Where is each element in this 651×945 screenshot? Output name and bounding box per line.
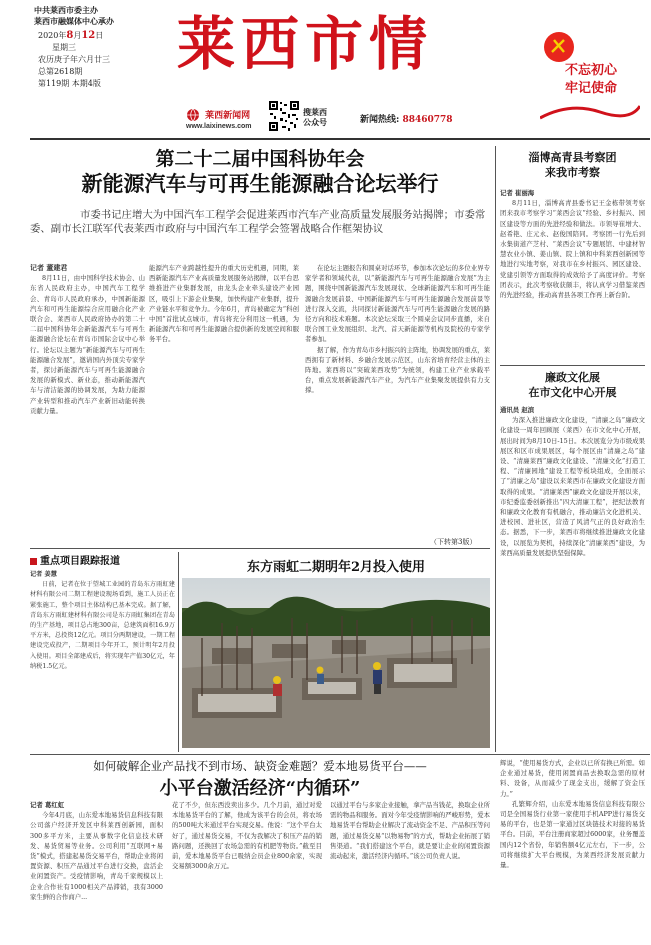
site-logo[interactable]	[186, 104, 252, 130]
site-url[interactable]: www.laixinews.com	[186, 123, 252, 130]
lunar-date: 农历庚子年六月廿三	[38, 55, 110, 64]
slogan-line-2: 牢记使命	[564, 81, 617, 96]
sidebar-divider	[495, 146, 496, 752]
issue-number: 第119期 本期4版	[38, 79, 101, 88]
lead-body-col-3b: 据了解，作为青岛市乡村振兴的主阵地，协调发展的重点，莱西拥有了新材料、乡融合发展示范区，山东省培育经营主体的主阵地。莱西将以“突破莱西攻势”为统领，构建工业产业承载平台，重点发展新能源汽车产业，为汽车产业集聚发展提供有力支撑。	[305, 345, 490, 395]
lead-byline: 记者 董建君	[30, 263, 68, 272]
second-title-line-1: 如何破解企业产品找不到市场、缺资金难题？爱本地易货平台——	[93, 759, 427, 773]
sidebar2-byline: 通讯员 赵滨	[500, 406, 535, 414]
qr-code[interactable]	[268, 100, 300, 132]
weekday: 星期三	[52, 43, 76, 52]
hotline-number: 88460778	[402, 115, 453, 125]
qr-label-line-2: 公众号	[303, 117, 327, 127]
second-body-col-4: 辉说，“使用易货方式，企业以已所有换已所需。如企业通过易货，使用闲置商品去换取急需的原材料、设备，从而减少了现金支出，缓解了资金压力。”	[500, 759, 645, 798]
second-body-col-3: 以通过平台与多家企业接触，拿产品当钱花，换取企业所需的物品和服务。面对今年受疫情影响的严峻形势，爱本地易货平台帮助企业解决了流动资金不足、产品积压等问题，通过易货交易“以物易物”的方式，帮助企业拓展了销售渠道。“我们搭建这个平台，就是要让企业的闲置资源流动起来，激活经济内循环。”该公司负责人说。	[330, 801, 490, 861]
sidebar2-body: 为深入推进廉政文化建设，“清廉之岛”廉政文化建设一周年回顾展（莱西）在市文化中心开展，展出时间为8月10日-15日。本次展览分为市级成果展区和区市成果展区，每个展区由“清廉之岛”建设、“清廉莱西”廉政文化建设、“清廉文化”打造工程、“清廉园地”建设工程等板块组成，全面展示了“清廉之岛”建设以来莱西市在廉政文化建设方面取得的成果。“清廉莱西”廉政文化建设开展以来，市纪委监委创新推出“四大清廉工程”，把纪法教育和廉政文化教育有机融合，推动廉洁文化进机关、进校园、进社区，营造了风清气正的良好政治生态。据悉，下一步，莱西市将继续推进廉政文化建设，以展览为契机，持续深化“清廉莱西”建设，为莱西高质量发展提供坚强保障。	[500, 416, 645, 557]
sidebar1-body: 8月11日，淄博高青县委书记王金栋带领考察团来我市考察学习“莱西会议”经验、乡村振兴、园区建设等方面的先进经验和做法。市领导崔增大、赵希艳、庄元永、赵俊国陪同。考察团一行先后到水集街道产芝村、“莱西会议”专题展馆、中建材智慧农业小镇、姜山镇、院上镇和中科莱西创新园等地进行实地考察，对我市在乡村振兴、园区建设、党建引领等方面取得的成效给予了高度评价。考察团表示，此次考察收获颇丰，将认真学习借鉴莱西的先进经验，推动高青县各项工作再上新台阶。	[500, 199, 645, 300]
globe-icon	[186, 108, 200, 122]
sidebar1-byline: 记者 崔丽海	[500, 189, 535, 197]
second-title-line-2: 小平台激活经济“内循环”	[159, 778, 361, 799]
continued-note: （下转第3版）	[430, 538, 477, 546]
second-body-col-2: 花了不少，但东西没卖出多少。几个月前，通过对爱本地易货平台的了解，他成为该平台的会员，将农场的500吨大米通过平台实现交易。他说：“这个平台太好了，通过易货交易，不仅为我解决了积压产品的销路问题，还换回了农场急需的有机肥等物资。”截至目前，爱本地易货平台已吸纳会员企业800余家，实现交易额3000余万元。	[172, 801, 322, 871]
party-emblem-icon	[542, 30, 576, 64]
second-body-col-1: 今年4月底，山东爱本地易货信息科技有限公司落户经济开发区中科莱西创新园，面积300多平方米，主要从事数字化信息技术研发、易货贸易等业务。公司利用“互联网+易货”模式，搭建起易货交易平台，帮助企业将闲置资源、积压产品通过平台进行交换，盘活企业闲置资产。受疫情影响，青岛千家规模以上企业合作社有1000相关产品滞销，我有3000家生鲜的合作商户...	[30, 811, 163, 901]
lead-divider	[30, 548, 490, 549]
section-marker-icon	[30, 558, 37, 565]
ribbon-icon	[540, 102, 640, 122]
slogan-badge	[540, 28, 640, 124]
qr-label-line-1: 搜莱西	[303, 107, 327, 117]
lead-title-line-1: 第二十二届中国科协年会	[155, 148, 365, 170]
newspaper-title: 莱西市情	[176, 10, 433, 78]
sidebar-rule	[500, 365, 645, 366]
organizer-line-1: 中共莱西市委主办	[34, 5, 98, 15]
focus-byline: 记者 姜慧	[30, 571, 57, 578]
lead-body-col-3: 在论坛主题报告和圆桌对话环节，参加本次论坛的多位业界专家学者和领域代表，以“新能源汽车与可再生能源融合发展”为主题，围绕中国新能源汽车发展现状、全球新能源汽车和可再生能源融合发展前景、中国新能源汽车与可再生能源融合发展前景等进行深入交流，共同探讨新能源汽车与可再生能源融合发展的路径方向和技术难题。本次论坛采取三个圆桌会议同步直播，来自联合国工业发展组织、北汽、首天新能源等机构及院校的专家学者参加。	[305, 264, 490, 344]
sidebar1-title-line-1: 淄博高青县考察团	[528, 151, 617, 164]
hotline-label: 新闻热线:	[360, 115, 400, 125]
focus-header: 重点项目跟踪报道	[30, 552, 175, 567]
lead-title-line-2: 新能源汽车与可再生能源融合论坛举行	[81, 171, 439, 196]
photo-caption: 东方雨虹二期明年2月投入使用	[246, 560, 426, 575]
mid-divider	[30, 754, 650, 755]
sidebar1-title-line-2: 来我市考察	[545, 166, 600, 179]
second-byline: 记者 葛红虹	[30, 801, 65, 809]
sidebar2-title-line-1: 廉政文化展	[545, 371, 600, 384]
organizer-line-2: 莱西市融媒体中心承办	[34, 16, 114, 26]
lead-body-col-2: 能源汽车产业跨越性提升的重大历史机遇，同期，莱西新能源汽车产业高质量发展服务站揭牌，以平台思维推进产业集群发展，由龙头企业牵头建设产业园区，吸引上下游企业集聚，加快构建产业集群，提升产业链水平和竞争力。今年6月，青岛被确定为“科创中国”首批试点城市，青岛将充分利用这一机遇，为新能源汽车和可再生能源融合提供新的发展空间和服务平台。	[149, 264, 299, 344]
total-issue: 总第2618期	[38, 67, 83, 76]
lead-body-col-1: 8月11日，由中国科学技术协会、山东省人民政府主办，中国汽车工程学会、青岛市人民政府承办，中国新能源汽车和可再生能源综合应用融合化产业联合会、莱西市人民政府协办的第二十二届中国科协年会新能源汽车与可再生能源融合论坛在青岛市国际会议中心举行。论坛以主题为“新能源汽车与可再生能源融合发展”，邀请国内外顶尖专家学者，探讨新能源汽车与可再生能源融合发展的新模式、新业态，推动新能源汽车与清洁能源的协调发展，为助力能源产业转型和推动汽车产业新旧动能转换贡献力量。	[30, 274, 145, 415]
second-body-col-4b: 孔繁辉介绍，山东爱本地易货信息科技有限公司是全国易货行业第一家使用手机APP进行易货交易的平台，也是第一家通过区块链技术对接的易货平台。目前，平台注册商家超过6000家，业务覆盖国内12个省份，年销售额4亿元左右，下一步，公司将继续扩大平台规模，为莱西经济发展贡献力量。	[500, 799, 645, 870]
lead-subtitle: 市委书记庄增大为中国汽车工程学会促进莱西市汽车产业高质量发展服务站揭牌；市委常委、副市长江联军代表莱西市政府与中国汽车工程学会签署战略合作框架协议	[30, 209, 486, 235]
sidebar2-title-line-2: 在市文化中心开展	[528, 386, 617, 399]
photo-divider	[178, 552, 179, 752]
masthead-divider	[30, 138, 650, 140]
focus-body: 日前，记者在位于望城工业园的青岛东方雨虹建材科有限公司二期工程建设现场看到，施工人员正在紧张施工，整个项目主体结构已基本完成。据了解，青岛东方雨虹建材科有限公司是东方雨虹集团在青岛的生产基地，项目总占地300亩，总建筑面积16.9万平方米，总投资12亿元。项目分两期建设，一期工程建设完成投产，二期项目今年开工，预计明年2月投入使用。项目全部建成后，将实现年产值30亿元，年纳税1.5亿元。	[30, 581, 175, 670]
slogan-line-1: 不忘初心	[564, 63, 617, 78]
issue-date: 2020年8月12日	[38, 30, 104, 41]
construction-photo	[182, 578, 490, 748]
site-name: 莱西新闻网	[205, 111, 251, 121]
